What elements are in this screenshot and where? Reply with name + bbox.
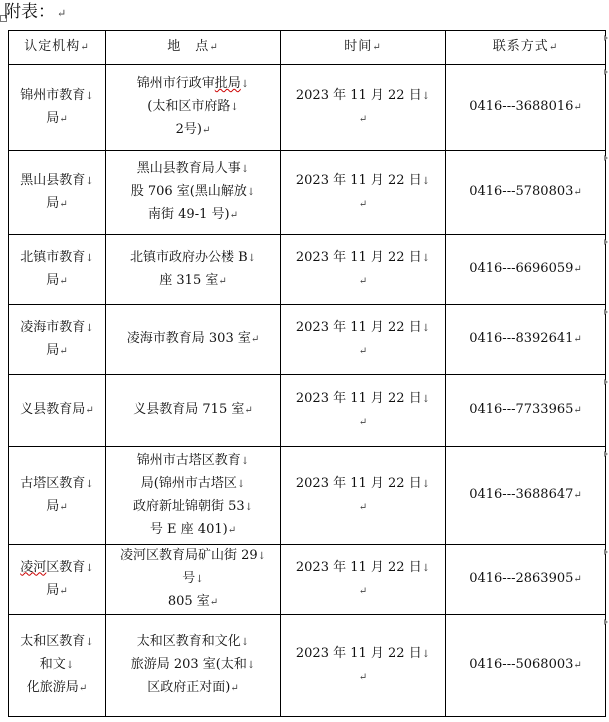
table-header-row xyxy=(9,31,606,65)
appendix-table xyxy=(8,30,606,717)
line-break-mark: ↓ xyxy=(421,478,431,490)
time-text: 2023 年 11 月 22 日 xyxy=(295,172,422,188)
line-break-mark: ↓ xyxy=(85,637,94,648)
time-text: 2023 年 11 月 22 日 xyxy=(295,87,422,103)
cell-org xyxy=(9,375,106,447)
line-break-mark: ↓ xyxy=(85,175,94,187)
header-contact-text: 联系方式 xyxy=(492,39,549,54)
paragraph-mark: ↵ xyxy=(59,345,68,357)
cell-org xyxy=(9,615,106,717)
paragraph-mark: ↵ xyxy=(358,671,368,683)
table-row xyxy=(9,447,606,545)
line-break-mark: ↓ xyxy=(421,393,431,405)
phone-text: 0416---6696059 xyxy=(469,261,574,276)
cell-time xyxy=(281,447,446,545)
org-line: 太和区教育 xyxy=(20,634,86,649)
paragraph-mark: ↵ xyxy=(358,198,368,210)
time-text: 2023 年 11 月 22 日 xyxy=(295,249,422,265)
cell-time xyxy=(281,65,446,151)
paragraph-mark: ↵ xyxy=(573,660,582,671)
line-break-mark: ↓ xyxy=(85,322,94,334)
table-row xyxy=(9,545,606,615)
line-break-mark: ↓ xyxy=(240,455,250,467)
header-location xyxy=(106,31,281,65)
table-row xyxy=(9,375,606,447)
paragraph-mark: ↵ xyxy=(573,187,582,198)
cell-org xyxy=(9,65,106,151)
cell-time xyxy=(281,375,446,447)
cell-location xyxy=(106,65,281,151)
line-break-mark: ↓ xyxy=(421,175,431,187)
cell-time xyxy=(281,305,446,375)
location-line: 号 E 座 401) xyxy=(149,521,228,537)
location-line: 锦州市古塔区教育 xyxy=(136,452,241,468)
cell-org xyxy=(9,447,106,545)
location-line: 黑山县教育局人事 xyxy=(136,161,241,176)
end-of-row-marker xyxy=(604,451,608,457)
end-of-row-marker xyxy=(604,35,608,41)
paragraph-mark: ↵ xyxy=(78,683,88,694)
cell-time xyxy=(281,615,446,717)
org-line: 局 xyxy=(46,195,60,211)
phone-text: 0416---2863905 xyxy=(469,571,574,586)
paragraph-mark: ↵ xyxy=(59,113,68,125)
phone-text: 0416---7733965 xyxy=(469,402,574,417)
time-text: 2023 年 11 月 22 日 xyxy=(295,390,422,406)
line-break-mark: ↓ xyxy=(257,551,267,562)
paragraph-mark: ↵ xyxy=(372,42,382,53)
location-line: 号 xyxy=(182,571,196,586)
org-line: 局 xyxy=(46,272,60,288)
cell-location xyxy=(106,615,281,717)
table-row xyxy=(9,615,606,717)
cell-location xyxy=(106,151,281,235)
paragraph-mark: ↵ xyxy=(573,334,582,345)
org-line: 北镇市教育 xyxy=(20,249,86,265)
paragraph-mark: ↵ xyxy=(230,683,239,694)
paragraph-mark: ↵ xyxy=(201,125,211,136)
paragraph-mark: ↵ xyxy=(573,102,582,113)
header-org-text: 认定机构 xyxy=(24,39,81,54)
location-line: 区政府正对面) xyxy=(147,680,231,695)
line-break-mark: ↓ xyxy=(421,648,431,660)
phone-text: 0416---5780803 xyxy=(469,184,574,199)
header-location-text: 地 点 xyxy=(167,39,210,54)
phone-text: 0416---8392641 xyxy=(469,331,574,346)
end-of-row-marker xyxy=(604,155,608,161)
location-line: 2号) xyxy=(175,122,202,137)
table-row xyxy=(9,235,606,305)
cell-location xyxy=(106,375,281,447)
line-break-mark: ↓ xyxy=(247,252,257,264)
end-of-row-marker xyxy=(604,619,608,625)
paragraph-mark: ↵ xyxy=(218,275,227,287)
phone-text: 0416---5068003 xyxy=(469,657,574,672)
spellcheck-underline: 批局 xyxy=(214,76,241,91)
org-line: 凌河区教育 xyxy=(20,559,86,575)
location-line: 股 706 室(黑山解放 xyxy=(130,184,247,199)
location-line: 凌海市教育局 303 室 xyxy=(126,331,251,346)
org-line: 局 xyxy=(46,582,60,598)
line-break-mark: ↓ xyxy=(85,252,94,264)
paragraph-mark: ↵ xyxy=(57,7,67,20)
table-row xyxy=(9,65,606,151)
header-org xyxy=(9,31,106,65)
line-break-mark: ↓ xyxy=(236,478,246,490)
appendix-heading xyxy=(4,1,66,25)
paragraph-mark: ↵ xyxy=(80,42,90,53)
cell-location xyxy=(106,545,281,615)
paragraph-mark: ↵ xyxy=(229,210,238,221)
location-line: 凌河区教育局矿山街 29 xyxy=(119,548,258,563)
time-text: 2023 年 11 月 22 日 xyxy=(295,559,422,575)
org-line: 锦州市教育 xyxy=(20,87,86,103)
line-break-mark: ↓ xyxy=(240,164,250,175)
location-line: 旅游局 203 室(太和 xyxy=(130,657,247,672)
line-break-mark: ↓ xyxy=(421,322,431,334)
line-break-mark: ↓ xyxy=(85,478,94,490)
end-of-row-marker xyxy=(604,549,608,555)
cell-org xyxy=(9,305,106,375)
paragraph-mark: ↵ xyxy=(59,198,68,210)
paragraph-mark: ↵ xyxy=(358,585,368,597)
line-break-mark: ↓ xyxy=(421,90,431,102)
table-row xyxy=(9,151,606,235)
header-time-text: 时间 xyxy=(344,39,373,54)
appendix-heading-text: 附表： xyxy=(4,2,55,22)
org-line: 古塔区教育 xyxy=(20,475,86,491)
cell-contact xyxy=(446,447,606,545)
cell-time xyxy=(281,235,446,305)
header-time xyxy=(281,31,446,65)
cell-contact xyxy=(446,65,606,151)
paragraph-mark: ↵ xyxy=(209,42,219,53)
paragraph-mark: ↵ xyxy=(209,597,219,608)
paragraph-mark: ↵ xyxy=(358,501,368,513)
paragraph-mark: ↵ xyxy=(244,405,253,416)
location-line: 座 315 室 xyxy=(159,272,219,288)
line-break-mark: ↓ xyxy=(421,562,431,574)
cell-contact xyxy=(446,545,606,615)
end-of-row-marker xyxy=(604,69,608,75)
cell-location xyxy=(106,447,281,545)
org-line: 局 xyxy=(46,110,60,126)
time-text: 2023 年 11 月 22 日 xyxy=(295,645,422,661)
location-line: 南街 49-1 号) xyxy=(148,207,230,222)
cell-location xyxy=(106,235,281,305)
spellcheck-underline: 凌河 xyxy=(20,559,47,575)
org-line: 凌海市教育 xyxy=(20,319,86,335)
location-line: 太和区教育和文化 xyxy=(136,634,241,649)
cell-contact xyxy=(446,235,606,305)
line-break-mark: ↓ xyxy=(240,79,250,90)
line-break-mark: ↓ xyxy=(65,660,75,671)
cell-contact xyxy=(446,615,606,717)
line-break-mark: ↓ xyxy=(230,102,239,113)
line-break-mark: ↓ xyxy=(421,252,431,264)
line-break-mark: ↓ xyxy=(195,574,204,585)
paragraph-mark: ↵ xyxy=(85,405,94,416)
paragraph-mark: ↵ xyxy=(573,574,582,585)
table-body xyxy=(9,65,606,717)
end-of-row-marker xyxy=(604,379,608,385)
org-line: 黑山县教育 xyxy=(20,172,86,188)
location-line: 805 室 xyxy=(167,594,210,609)
cell-contact xyxy=(446,151,606,235)
org-line: 义县教育局 xyxy=(20,402,86,417)
location-line: 政府新址锦朝街 53 xyxy=(132,498,245,514)
location-line: (太和区市府路 xyxy=(147,99,231,114)
end-of-row-marker xyxy=(604,239,608,245)
paragraph-mark: ↵ xyxy=(573,490,582,501)
header-contact xyxy=(446,31,606,65)
cell-time xyxy=(281,151,446,235)
time-text: 2023 年 11 月 22 日 xyxy=(295,319,422,335)
time-text: 2023 年 11 月 22 日 xyxy=(295,475,422,491)
location-line: 局(锦州市古塔区 xyxy=(140,475,237,491)
location-line: 义县教育局 715 室 xyxy=(133,402,245,417)
line-break-mark: ↓ xyxy=(246,660,256,671)
cell-location xyxy=(106,305,281,375)
cell-contact xyxy=(446,305,606,375)
paragraph-mark: ↵ xyxy=(548,42,559,53)
line-break-mark: ↓ xyxy=(85,90,94,102)
line-break-mark: ↓ xyxy=(240,637,250,648)
paragraph-mark: ↵ xyxy=(250,334,260,345)
org-line: 局 xyxy=(46,342,60,358)
paragraph-mark: ↵ xyxy=(358,275,368,287)
paragraph-mark: ↵ xyxy=(573,405,582,416)
org-line: 局 xyxy=(46,498,60,514)
cell-org xyxy=(9,545,106,615)
paragraph-mark: ↵ xyxy=(59,275,68,287)
phone-text: 0416---3688647 xyxy=(469,487,574,502)
line-break-mark: ↓ xyxy=(244,501,254,513)
location-line: 北镇市政府办公楼 B xyxy=(129,249,248,265)
line-break-mark: ↓ xyxy=(85,562,94,574)
paragraph-mark: ↵ xyxy=(358,113,368,125)
cell-contact xyxy=(446,375,606,447)
location-line: 锦州市行政审批局 xyxy=(136,76,241,91)
cell-time xyxy=(281,545,446,615)
paragraph-mark: ↵ xyxy=(358,345,368,357)
table-row xyxy=(9,305,606,375)
end-of-row-marker xyxy=(604,309,608,315)
org-line: 化旅游局 xyxy=(26,680,79,695)
cell-org xyxy=(9,235,106,305)
paragraph-mark: ↵ xyxy=(573,264,582,275)
phone-text: 0416---3688016 xyxy=(469,99,574,114)
org-line: 和文 xyxy=(39,657,66,672)
paragraph-mark: ↵ xyxy=(59,585,68,597)
paragraph-mark: ↵ xyxy=(358,416,368,428)
paragraph-mark: ↵ xyxy=(227,524,237,536)
cell-org xyxy=(9,151,106,235)
line-break-mark: ↓ xyxy=(246,187,256,198)
paragraph-mark: ↵ xyxy=(59,501,68,513)
